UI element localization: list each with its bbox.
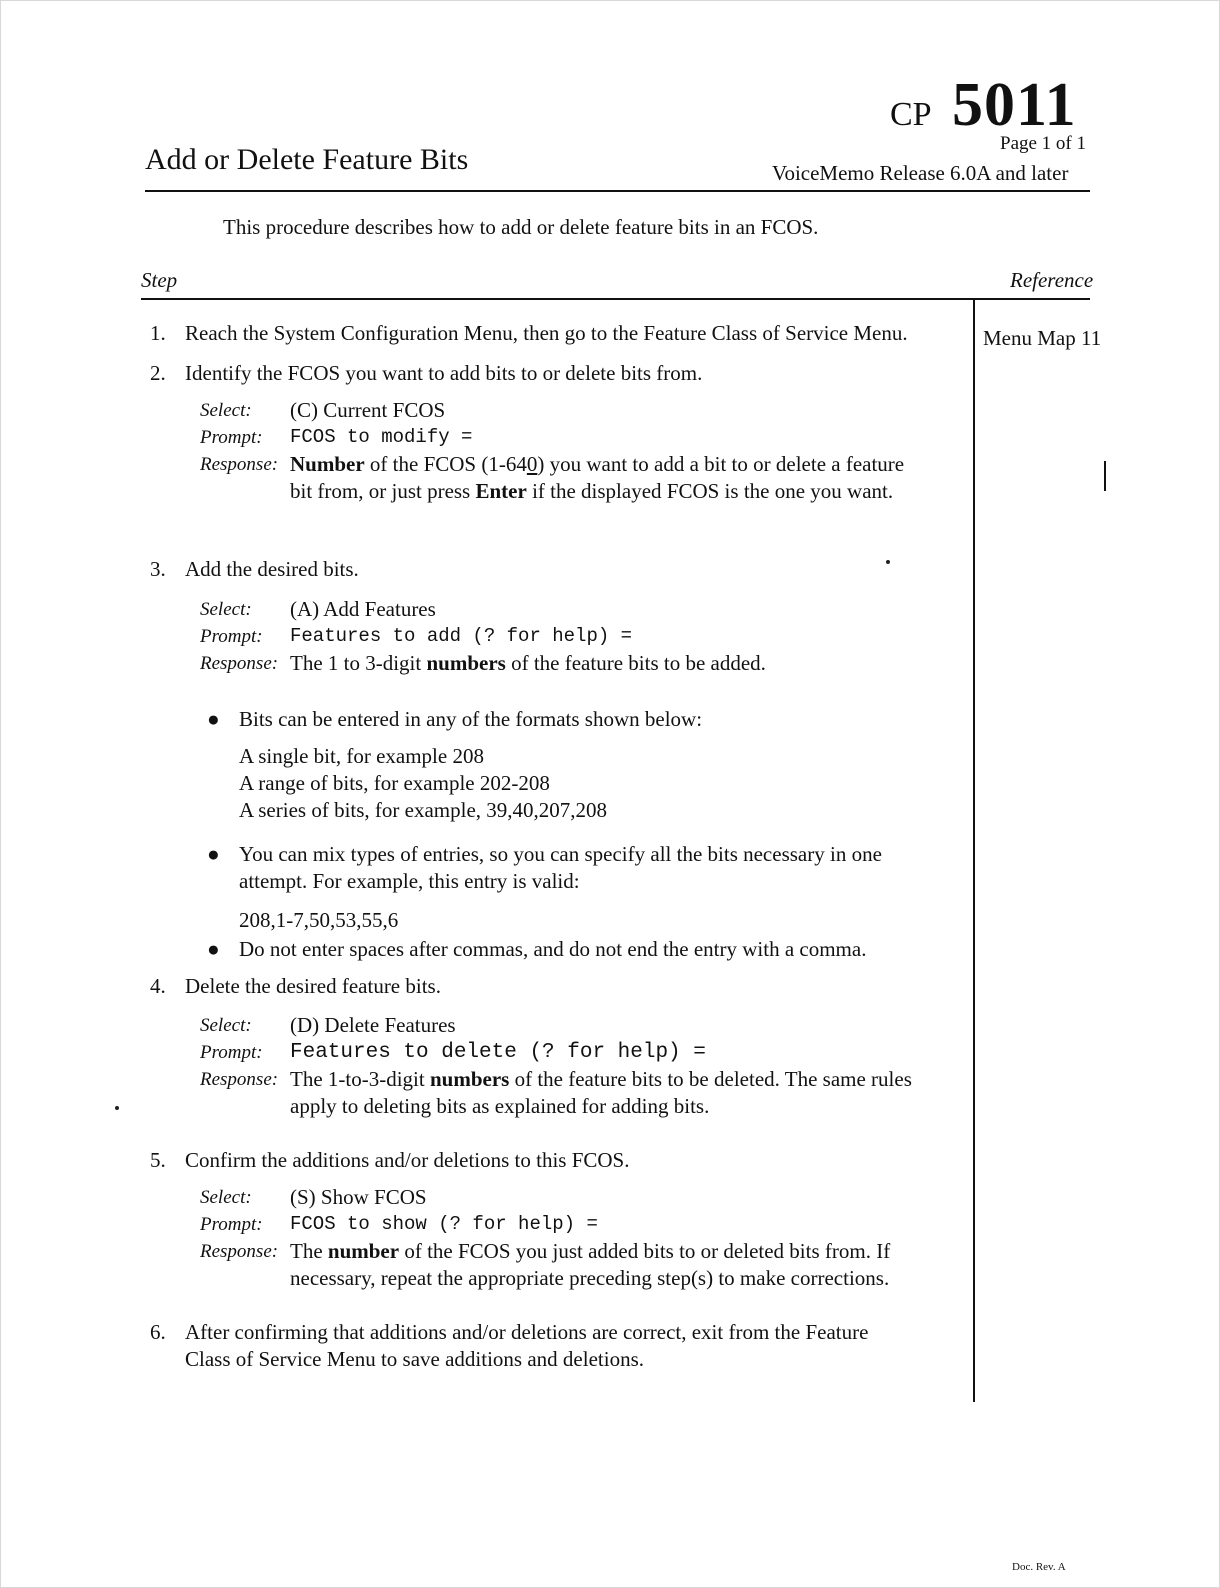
- response-label: Response:: [200, 653, 279, 674]
- step-text: Confirm the additions and/or deletions to this FCOS.: [185, 1148, 630, 1172]
- response-label: Response:: [200, 1241, 279, 1262]
- step-4-details: [200, 1012, 912, 1120]
- step-number: 3.: [150, 557, 166, 581]
- response-emphasis: numbers: [429, 1067, 510, 1091]
- bullet-text: Do not enter spaces after commas, and do not end the entry with a comma.: [239, 937, 867, 961]
- bullet-dot: ●: [207, 842, 220, 866]
- prompt-label: Prompt:: [200, 1042, 263, 1063]
- response-emphasis: numbers: [426, 651, 506, 675]
- cp-number: 5011: [952, 71, 1077, 139]
- step-number: 4.: [150, 974, 166, 998]
- response-text: of the FCOS you just added bits to or deleted bits from. If necessary, repeat the appropriate preceding step(s) to make corrections.: [290, 1239, 891, 1290]
- step-3: [150, 556, 945, 583]
- response-text: ) you want to add a bit to or delete a feature bit from, or just press: [290, 452, 905, 503]
- select-label: Select:: [200, 400, 252, 421]
- bullet-dot: ●: [207, 937, 220, 961]
- select-value: (D) Delete Features: [290, 1013, 456, 1037]
- bullet-text: Bits can be entered in any of the formats shown below:: [239, 707, 703, 731]
- doc-revision: Doc. Rev. A: [1012, 1561, 1066, 1573]
- select-label: Select:: [200, 1015, 252, 1036]
- response-value: [290, 650, 766, 677]
- example-entry: 208,1-7,50,53,55,6: [239, 908, 399, 932]
- bullet-text: You can mix types of entries, so you can specify all the bits necessary in one attempt. For example, this entry is valid:: [239, 842, 882, 893]
- response-label: Response:: [200, 1069, 279, 1090]
- response-underlined: 0: [526, 452, 538, 476]
- response-value: [290, 451, 930, 505]
- prompt-label: Prompt:: [200, 427, 263, 448]
- step-2: [150, 360, 945, 387]
- header-rule: [145, 190, 1090, 192]
- response-emphasis: Enter: [475, 479, 527, 503]
- scan-speck: [115, 1106, 119, 1110]
- step-text: Identify the FCOS you want to add bits to or delete bits from.: [185, 361, 703, 385]
- response-text: The 1-to-3-digit: [290, 1067, 430, 1091]
- step-number: 2.: [150, 361, 166, 385]
- step-2-details: [200, 397, 905, 505]
- response-emphasis: number: [327, 1239, 400, 1263]
- bullet-formats: [207, 706, 929, 733]
- step-number: 5.: [150, 1148, 166, 1172]
- response-label: Response:: [200, 454, 279, 475]
- step-5-details: [200, 1184, 891, 1292]
- step-text: After confirming that additions and/or deletions are correct, exit from the Feature Class of Service Menu to save additions and deletions.: [185, 1320, 869, 1371]
- prompt-label: Prompt:: [200, 626, 263, 647]
- scan-speck: [886, 560, 890, 564]
- select-label: Select:: [200, 599, 252, 620]
- reference-column-heading: Reference: [1010, 268, 1094, 292]
- response-emphasis: Number: [290, 452, 365, 476]
- prompt-value: FCOS to show (? for help) =: [290, 1213, 598, 1235]
- format-series: A series of bits, for example, 39,40,207,208: [239, 798, 608, 822]
- bullet-mix-entries: [207, 841, 929, 895]
- select-label: Select:: [200, 1187, 252, 1208]
- prompt-label: Prompt:: [200, 1214, 263, 1235]
- release-line: VoiceMemo Release 6.0A and later: [772, 161, 1069, 185]
- response-value: [290, 1238, 930, 1292]
- format-single: A single bit, for example 208: [239, 744, 484, 768]
- step-5: [150, 1147, 945, 1174]
- step-4: [150, 973, 945, 1000]
- response-text: of the feature bits to be added.: [505, 651, 766, 675]
- step-number: 1.: [150, 321, 166, 345]
- column-divider: [973, 300, 975, 1402]
- bullet-dot: ●: [207, 707, 220, 731]
- select-value: (S) Show FCOS: [290, 1185, 427, 1209]
- step-column-heading: Step: [141, 268, 178, 292]
- step-number: 6.: [150, 1320, 166, 1344]
- cp-prefix: CP: [890, 96, 932, 133]
- intro-text: This procedure describes how to add or delete feature bits in an FCOS.: [223, 215, 819, 239]
- prompt-value: FCOS to modify =: [290, 426, 473, 448]
- step-text: Reach the System Configuration Menu, then go to the Feature Class of Service Menu.: [185, 321, 908, 345]
- page-title: Add or Delete Feature Bits: [145, 143, 469, 176]
- bullet-no-spaces: [207, 936, 939, 963]
- response-value: [290, 1066, 930, 1120]
- response-text: of the feature bits to be deleted. The same rules apply to deleting bits as explained for adding bits.: [290, 1067, 912, 1118]
- step-text: Add the desired bits.: [185, 557, 359, 581]
- reference-menu-map: Menu Map 11: [983, 326, 1102, 350]
- page-number: Page 1 of 1: [1000, 133, 1087, 154]
- column-heading-rule: [141, 298, 1090, 300]
- change-bar: [1104, 461, 1106, 491]
- response-text: if the displayed FCOS is the one you want.: [526, 479, 894, 503]
- format-range: A range of bits, for example 202-208: [239, 771, 550, 795]
- prompt-value: Features to delete (? for help) =: [290, 1041, 706, 1064]
- response-text: The: [290, 1239, 328, 1263]
- select-value: (A) Add Features: [290, 597, 436, 621]
- step-6: [150, 1319, 915, 1373]
- select-value: (C) Current FCOS: [290, 398, 446, 422]
- response-text: of the FCOS (1-64: [364, 452, 527, 476]
- response-text: The 1 to 3-digit: [290, 651, 427, 675]
- prompt-value: Features to add (? for help) =: [290, 625, 633, 647]
- step-text: Delete the desired feature bits.: [185, 974, 441, 998]
- step-1: [150, 320, 960, 347]
